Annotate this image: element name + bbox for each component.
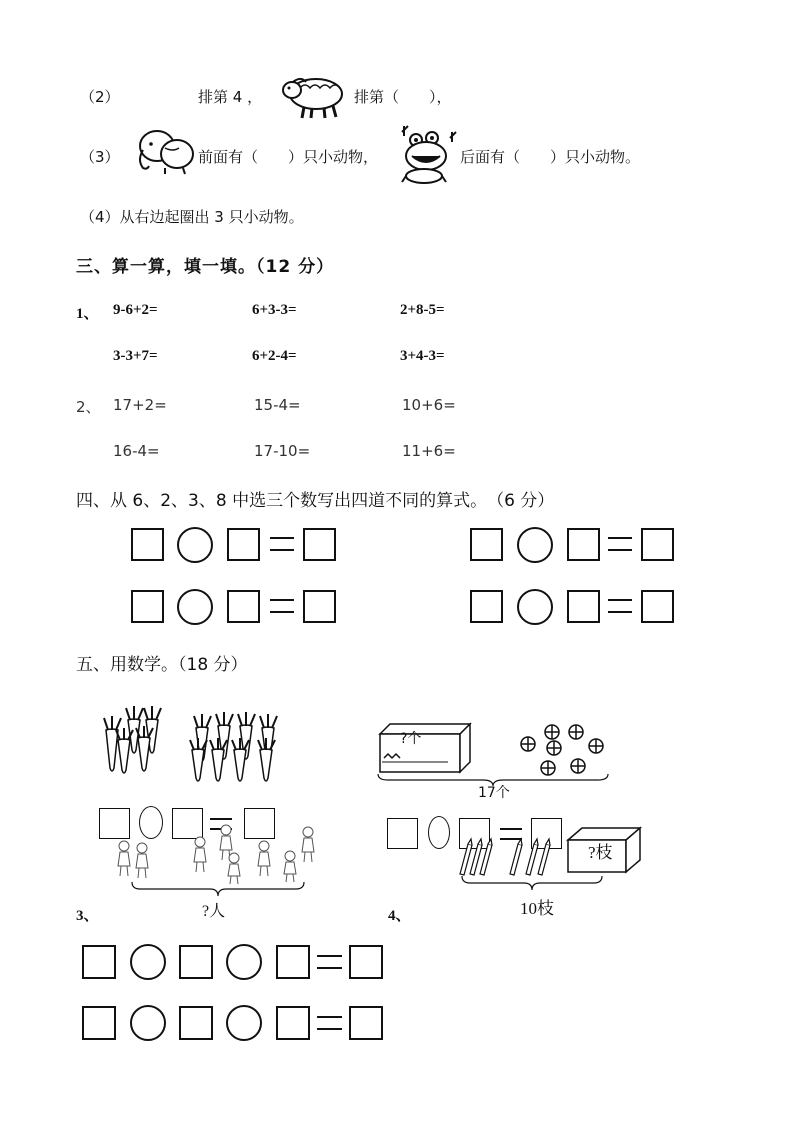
- operator-oval[interactable]: [428, 816, 450, 849]
- pencil-box-unknown-label: ?枝: [588, 843, 613, 862]
- operator-circle[interactable]: [130, 944, 166, 980]
- elephant-icon: [135, 124, 197, 176]
- brace-10: [462, 876, 602, 890]
- operator-circle[interactable]: [177, 527, 213, 563]
- expr-1-3: 2+8-5=: [400, 302, 445, 318]
- expr-4-2: 17-10=: [254, 442, 311, 460]
- people-unknown-label: ?人: [202, 903, 226, 920]
- brace-people: [132, 882, 304, 896]
- q3-number: （3）: [80, 148, 120, 166]
- brace-17-label: 17个: [478, 785, 510, 801]
- equals-sign: [270, 537, 294, 551]
- expr-3-1: 17+2=: [113, 396, 167, 414]
- answer-box[interactable]: [387, 818, 418, 849]
- part4-heading: 四、从 6、2、3、8 中选三个数写出四道不同的算式。 （6 分）: [76, 491, 555, 511]
- expr-1-1: 9-6+2=: [113, 302, 158, 318]
- answer-box[interactable]: [567, 528, 600, 561]
- answer-box[interactable]: [131, 590, 164, 623]
- answer-box[interactable]: [227, 528, 260, 561]
- answer-box[interactable]: [349, 1006, 383, 1040]
- expr-1-2: 6+3-3=: [252, 302, 297, 318]
- pencils-illustration: [454, 838, 558, 878]
- answer-box[interactable]: [470, 590, 503, 623]
- answer-box[interactable]: [131, 528, 164, 561]
- group2-label: 2、: [76, 398, 101, 416]
- answer-box[interactable]: [303, 528, 336, 561]
- box-unknown-label: ?个: [400, 731, 422, 747]
- expr-2-1: 3-3+7=: [113, 348, 158, 364]
- answer-box[interactable]: [470, 528, 503, 561]
- operator-circle[interactable]: [130, 1005, 166, 1041]
- group1-label: 1、: [76, 306, 99, 322]
- answer-box[interactable]: [303, 590, 336, 623]
- answer-box[interactable]: [276, 1006, 310, 1040]
- expr-2-3: 3+4-3=: [400, 348, 445, 364]
- q3-text-1: 前面有（ ）只小动物，: [198, 148, 379, 166]
- brace-10-label: 10枝: [520, 899, 554, 918]
- equals-sign: [608, 599, 632, 613]
- operator-circle[interactable]: [177, 589, 213, 625]
- operator-circle[interactable]: [517, 589, 553, 625]
- balls-illustration: [514, 722, 604, 778]
- q3-text-2: 后面有（ ）只小动物。: [460, 148, 641, 166]
- answer-box[interactable]: [179, 1006, 213, 1040]
- children-illustration: [114, 816, 324, 890]
- expr-4-1: 16-4=: [113, 442, 160, 460]
- q2-text-1: 排第 4 ，: [198, 88, 263, 106]
- part5-heading: 五、用数学。（18 分）: [76, 655, 248, 675]
- box-illustration: [378, 722, 470, 774]
- carrots-illustration: [96, 700, 306, 782]
- operator-circle[interactable]: [226, 944, 262, 980]
- equals-sign: [317, 1016, 342, 1030]
- q2-number: （2）: [80, 88, 120, 106]
- q2-text-2: 排第（ ），: [354, 88, 452, 106]
- q4-text: （4）从右边起圈出 3 只小动物。: [80, 208, 304, 226]
- answer-box[interactable]: [641, 528, 674, 561]
- problem4-label: 4、: [388, 908, 411, 924]
- sheep-icon: [278, 70, 348, 120]
- answer-box[interactable]: [227, 590, 260, 623]
- problem3-label: 3、: [76, 908, 99, 924]
- answer-box[interactable]: [179, 945, 213, 979]
- answer-box[interactable]: [567, 590, 600, 623]
- answer-box[interactable]: [276, 945, 310, 979]
- expr-4-3: 11+6=: [402, 442, 456, 460]
- answer-box[interactable]: [349, 945, 383, 979]
- operator-circle[interactable]: [226, 1005, 262, 1041]
- equals-sign: [270, 599, 294, 613]
- answer-box[interactable]: [641, 590, 674, 623]
- expr-3-3: 10+6=: [402, 396, 456, 414]
- equals-sign: [317, 955, 342, 969]
- equals-sign: [608, 537, 632, 551]
- answer-box[interactable]: [82, 945, 116, 979]
- operator-circle[interactable]: [517, 527, 553, 563]
- answer-box[interactable]: [82, 1006, 116, 1040]
- frog-icon: [398, 124, 460, 186]
- expr-2-2: 6+2-4=: [252, 348, 297, 364]
- part3-heading: 三、算一算，填一填。（12 分）: [76, 257, 335, 277]
- expr-3-2: 15-4=: [254, 396, 301, 414]
